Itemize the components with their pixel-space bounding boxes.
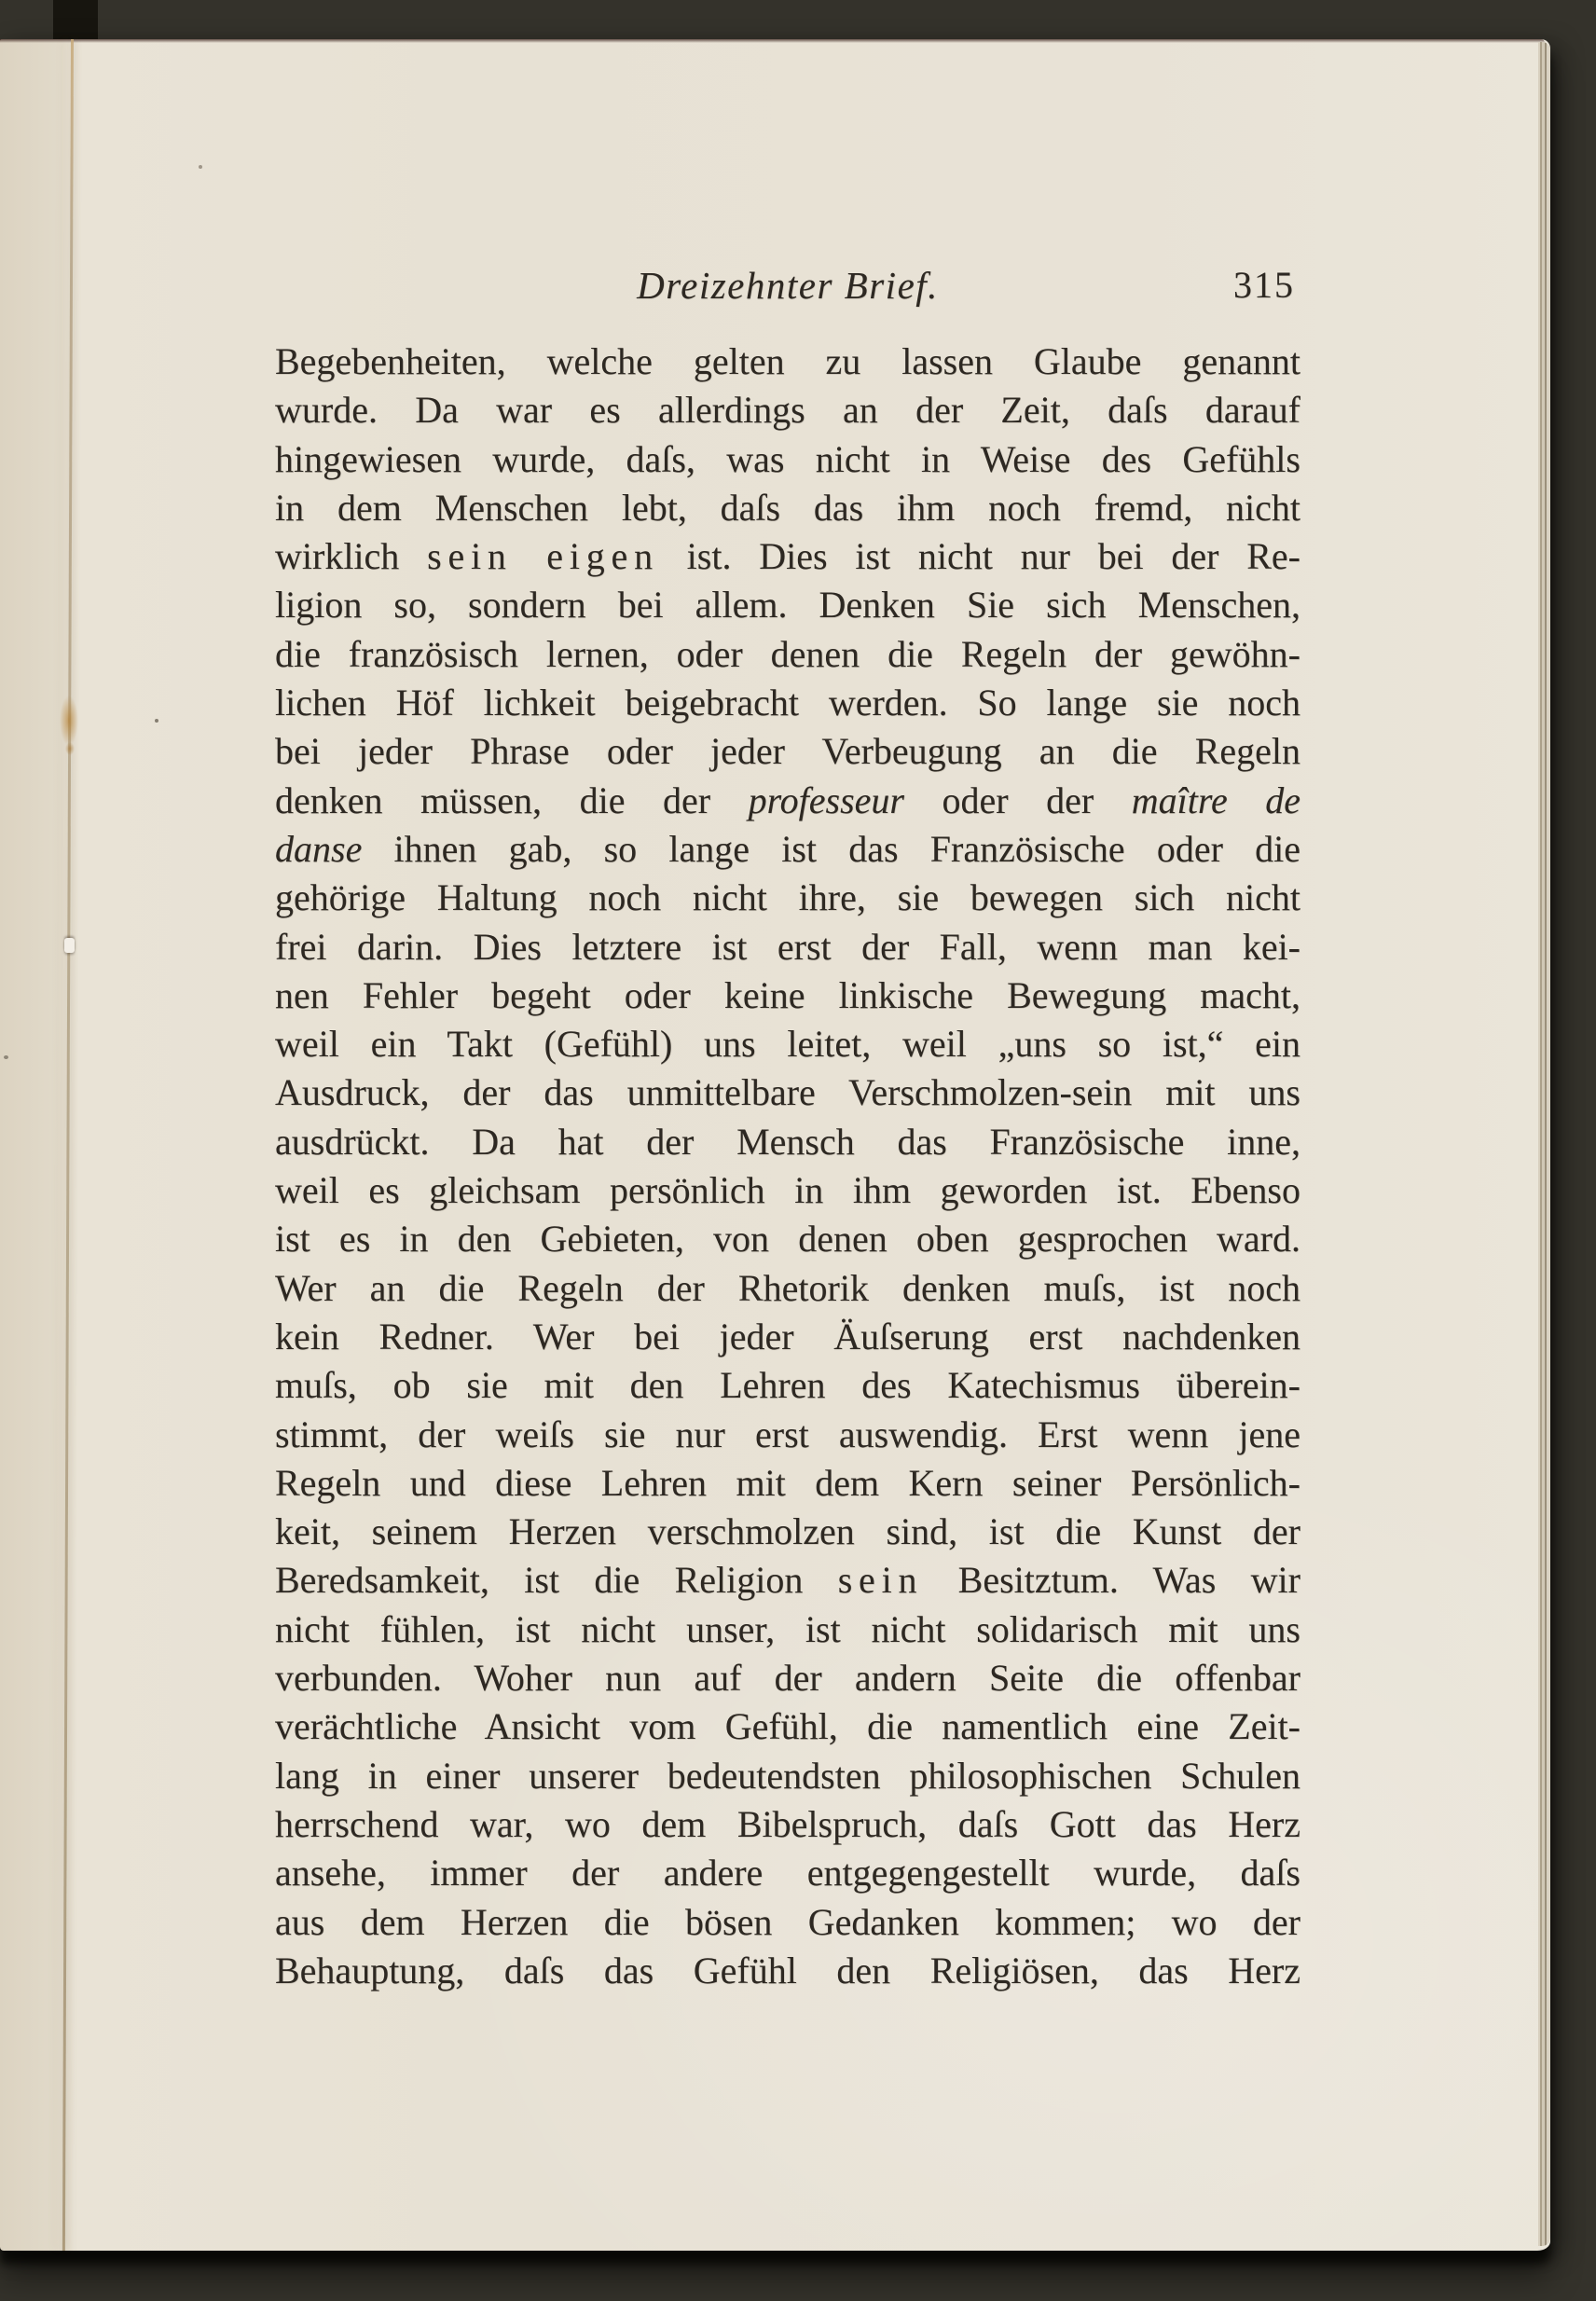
text-line: ausdrückt. Da hat der Mensch das Französische inne,	[275, 1120, 1300, 1163]
spine-notch	[53, 0, 98, 40]
text-line: weil es gleichsam persönlich in ihm geworden ist. Ebenso	[275, 1169, 1300, 1212]
text-line: in dem Menschen lebt, daſs das ihm noch fremd, nicht	[275, 486, 1300, 529]
page-header	[275, 263, 1300, 315]
text-line: wirklich sein eigen ist. Dies ist nicht nur bei der Re-	[275, 535, 1300, 578]
text-line: muſs, ob sie mit den Lehren des Katechismus überein-	[275, 1364, 1300, 1407]
text-line: Regeln und diese Lehren mit dem Kern seiner Persönlich-	[275, 1461, 1300, 1504]
paper-speck	[199, 165, 202, 169]
page-edge-stack	[1538, 42, 1550, 2246]
binding-notch	[64, 938, 75, 953]
text-line: Ausdruck, der das unmittelbare Verschmolzen-sein mit uns	[275, 1071, 1300, 1114]
running-title: Dreizehnter Brief.	[637, 264, 939, 307]
text-line: danse ihnen gab, so lange ist das Französische oder die	[275, 827, 1300, 870]
text-line: Begebenheiten, welche gelten zu lassen Glaube genannt	[275, 340, 1300, 382]
text-line: ansehe, immer der andere entgegengestellt wurde, daſs	[275, 1852, 1300, 1895]
text-line: herrschend war, wo dem Bibelspruch, daſs Gott das Herz	[275, 1802, 1300, 1845]
text-line: Wer an die Regeln der Rhetorik denken muſs, ist noch	[275, 1266, 1300, 1309]
text-line: aus dem Herzen die bösen Gedanken kommen; wo der	[275, 1900, 1300, 1943]
text-line: weil ein Takt (Gefühl) uns leitet, weil „uns so ist,“ ein	[275, 1023, 1300, 1066]
text-line: kein Redner. Wer bei jeder Äuſserung erst nachdenken	[275, 1315, 1300, 1357]
text-line: verächtliche Ansicht vom Gefühl, die namentlich eine Zeit-	[275, 1705, 1300, 1748]
text-line: nicht fühlen, ist nicht unser, ist nicht solidarisch mit uns	[275, 1607, 1300, 1650]
text-line: stimmt, der weiſs sie nur erst auswendig. Erst wenn jene	[275, 1412, 1300, 1455]
stain-dot	[65, 742, 75, 755]
text-line: denken müssen, die der professeur oder der maître de	[275, 778, 1300, 821]
text-line: bei jeder Phrase oder jeder Verbeugung an die Regeln	[275, 730, 1300, 773]
stain-mark	[60, 696, 78, 746]
body-text	[275, 338, 1300, 1995]
paper-speck	[4, 1055, 8, 1059]
text-line: verbunden. Woher nun auf der andern Seite die offenbar	[275, 1657, 1300, 1700]
text-line: ligion so, sondern bei allem. Denken Sie sich Menschen,	[275, 584, 1300, 627]
text-line: Behauptung, daſs das Gefühl den Religiösen, das Herz	[275, 1949, 1300, 1991]
gutter-crease	[62, 39, 74, 2251]
paper-speck	[155, 719, 158, 723]
text-line: wurde. Da war es allerdings an der Zeit, daſs darauf	[275, 389, 1300, 432]
text-line: hingewiesen wurde, daſs, was nicht in Weise des Gefühls	[275, 437, 1300, 480]
book-page	[0, 39, 1550, 2251]
text-line: die französisch lernen, oder denen die Regeln der gewöhn-	[275, 632, 1300, 675]
text-line: frei darin. Dies letztere ist erst der Fall, wenn man kei-	[275, 925, 1300, 968]
text-line: Beredsamkeit, ist die Religion sein Besitztum. Was wir	[275, 1559, 1300, 1602]
text-line: lichen Höf lichkeit beigebracht werden. So lange sie noch	[275, 682, 1300, 724]
text-line: lang in einer unserer bedeutendsten philosophischen Schulen	[275, 1754, 1300, 1797]
text-line: keit, seinem Herzen verschmolzen sind, ist die Kunst der	[275, 1510, 1300, 1553]
text-line: ist es in den Gebieten, von denen oben gesprochen ward.	[275, 1218, 1300, 1261]
text-line: gehörige Haltung noch nicht ihre, sie bewegen sich nicht	[275, 876, 1300, 919]
text-line: nen Fehler begeht oder keine linkische Bewegung macht,	[275, 973, 1300, 1016]
page-number: 315	[1233, 264, 1295, 306]
